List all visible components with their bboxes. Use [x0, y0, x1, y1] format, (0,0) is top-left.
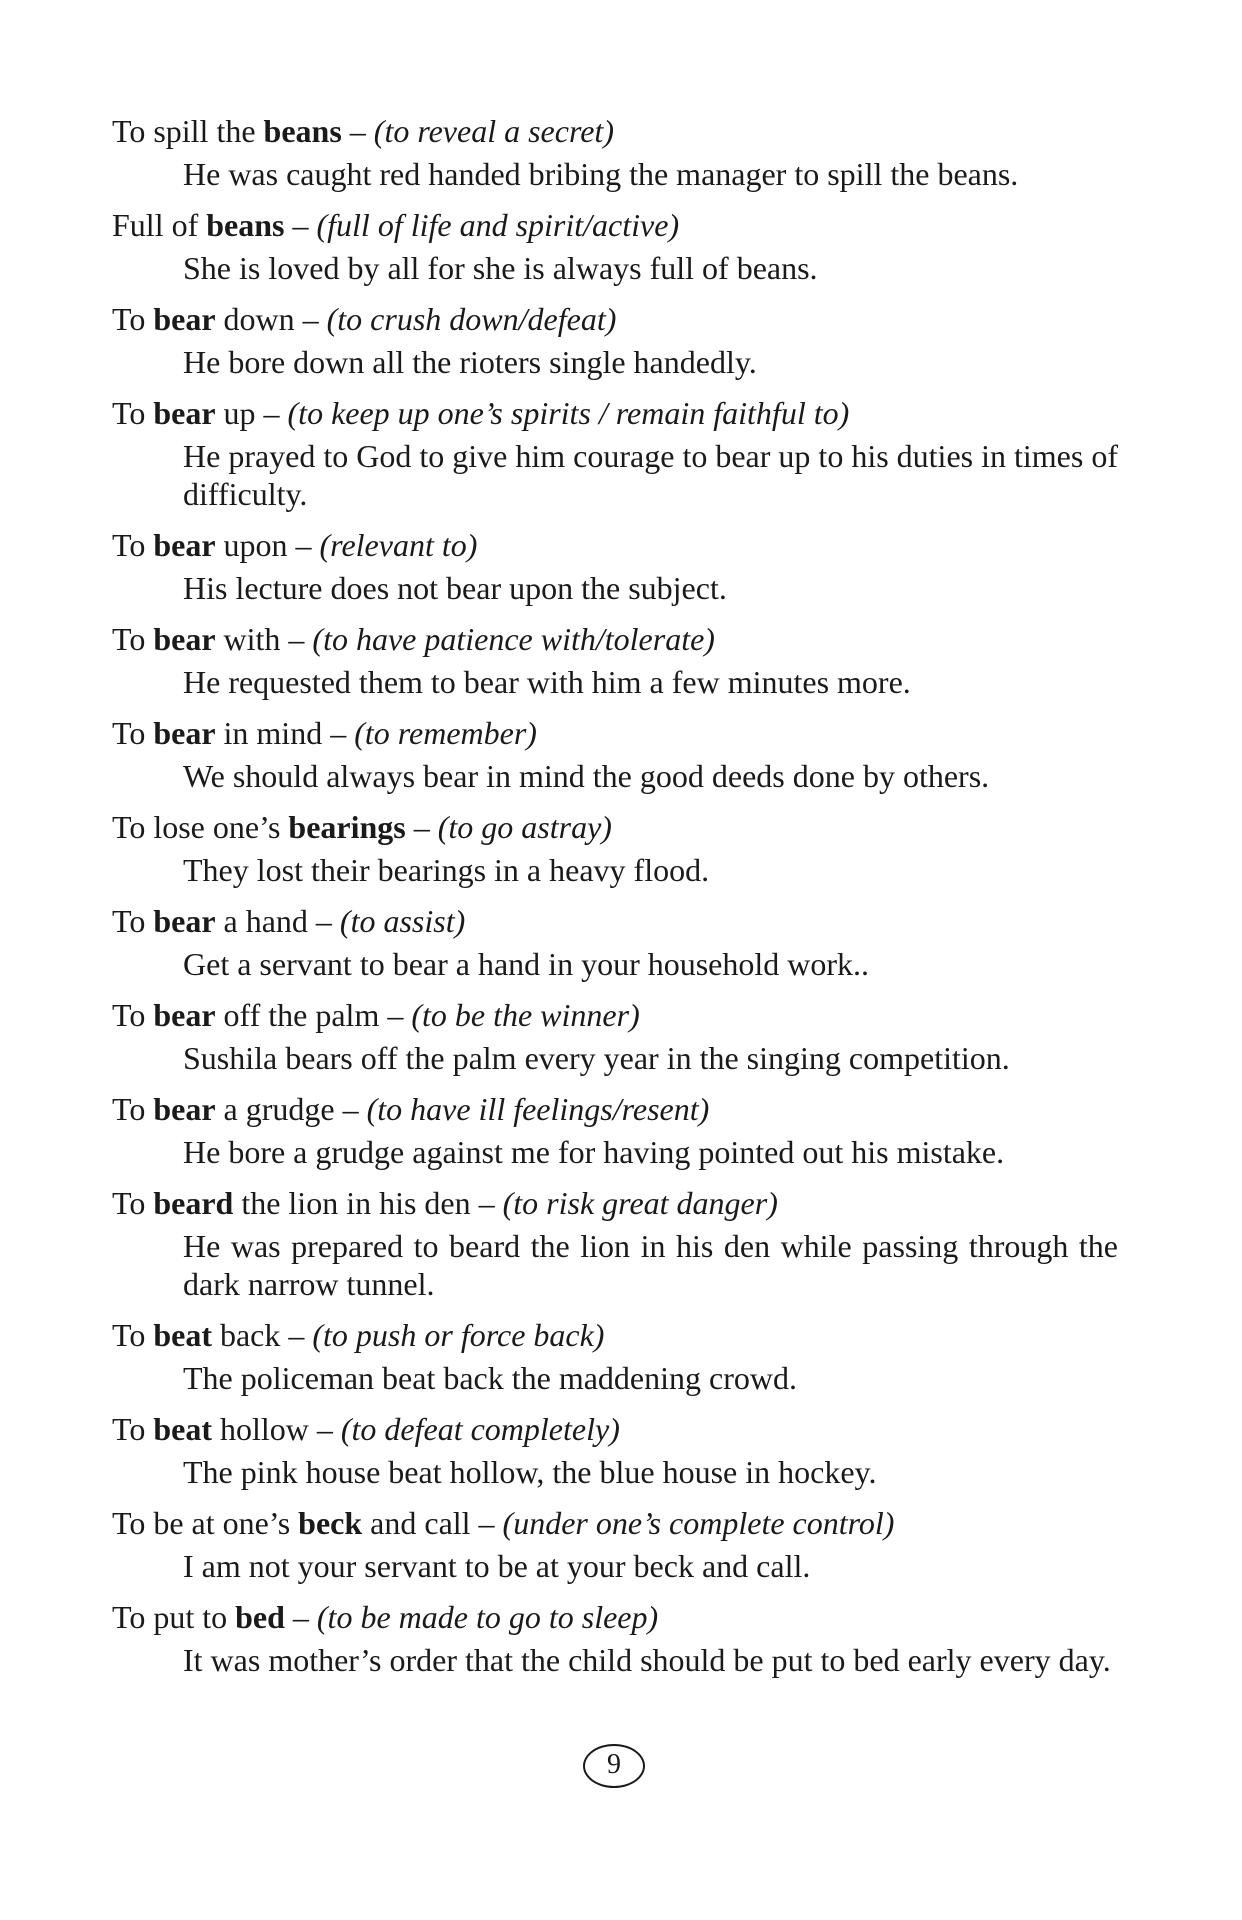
idiom-meaning: (under one’s complete control) [502, 1505, 895, 1541]
idiom-text-before: To [112, 1411, 154, 1447]
idiom-entry [112, 710, 1122, 795]
idiom-text-before: To [112, 301, 154, 337]
idiom-keyword: beard [153, 1185, 234, 1221]
idiom-text-after: up [215, 395, 256, 431]
idiom-keyword: bear [153, 395, 216, 431]
idiom-separator: – [280, 621, 313, 657]
idiom-heading [112, 522, 1122, 569]
idiom-list [112, 108, 1122, 1688]
idiom-heading [112, 1086, 1122, 1133]
idiom-heading [112, 390, 1122, 437]
idiom-entry [112, 1312, 1122, 1397]
idiom-text-before: Full of [112, 207, 207, 243]
idiom-text-after: and call [362, 1505, 471, 1541]
idiom-meaning: (to assist) [339, 903, 466, 939]
idiom-entry [112, 1180, 1122, 1303]
idiom-entry [112, 1406, 1122, 1491]
idiom-entry [112, 522, 1122, 607]
idiom-separator: – [341, 113, 374, 149]
idiom-meaning: (to defeat completely) [340, 1411, 620, 1447]
idiom-meaning: (to have patience with/tolerate) [312, 621, 715, 657]
idiom-keyword: beck [298, 1505, 363, 1541]
idiom-meaning: (relevant to) [319, 527, 478, 563]
idiom-keyword: beat [153, 1317, 212, 1353]
example-sentence: She is loved by all for she is always full of beans. [183, 250, 818, 286]
idiom-keyword: bearings [288, 809, 406, 845]
example-sentence: It was mother’s order that the child should be put to bed early every day. [183, 1642, 1111, 1678]
idiom-keyword: bear [153, 997, 216, 1033]
idiom-meaning: (to reveal a secret) [373, 113, 614, 149]
idiom-separator: – [379, 997, 412, 1033]
idiom-entry [112, 390, 1122, 513]
example-sentence: I am not your servant to be at your beck and call. [183, 1548, 811, 1584]
idiom-meaning: (to risk great danger) [502, 1185, 778, 1221]
idiom-text-before: To [112, 1317, 154, 1353]
idiom-meaning: (to have ill feelings/resent) [366, 1091, 710, 1127]
example-sentence: He requested them to bear with him a few minutes more. [183, 664, 911, 700]
idiom-separator: – [308, 1411, 341, 1447]
idiom-text-before: To spill the [112, 113, 264, 149]
example-sentence: The pink house beat hollow, the blue house in hockey. [183, 1454, 877, 1490]
idiom-entry [112, 202, 1122, 287]
idiom-entry [112, 898, 1122, 983]
idiom-entry [112, 1500, 1122, 1585]
idiom-meaning: (to keep up one’s spirits / remain faithful to) [287, 395, 850, 431]
example-sentence: They lost their bearings in a heavy flood. [183, 852, 710, 888]
idiom-separator: – [470, 1505, 503, 1541]
idiom-text-before: To put to [112, 1599, 236, 1635]
idiom-heading [112, 804, 1122, 851]
idiom-keyword: beans [263, 113, 342, 149]
example-sentence: Sushila bears off the palm every year in the singing competition. [183, 1040, 1010, 1076]
idiom-text-before: To [112, 395, 154, 431]
idiom-text-before: To [112, 715, 154, 751]
idiom-text-after: a hand [215, 903, 308, 939]
idiom-separator: – [307, 903, 340, 939]
idiom-separator: – [280, 1317, 313, 1353]
idiom-text-after: with [215, 621, 281, 657]
idiom-text-after: down [215, 301, 295, 337]
idiom-keyword: bear [153, 1091, 216, 1127]
idiom-separator: – [294, 301, 327, 337]
idiom-entry [112, 616, 1122, 701]
idiom-separator: – [470, 1185, 503, 1221]
idiom-meaning: (to be the winner) [411, 997, 640, 1033]
idiom-heading [112, 1312, 1122, 1359]
idiom-meaning: (to be made to go to sleep) [316, 1599, 659, 1635]
idiom-entry [112, 1594, 1122, 1679]
idiom-keyword: bed [235, 1599, 285, 1635]
idiom-text-before: To [112, 997, 154, 1033]
idiom-text-before: To lose one’s [112, 809, 289, 845]
idiom-keyword: bear [153, 903, 216, 939]
idiom-separator: – [322, 715, 355, 751]
idiom-meaning: (to push or force back) [312, 1317, 605, 1353]
example-sentence: His lecture does not bear upon the subject. [183, 570, 727, 606]
idiom-text-before: To [112, 1185, 154, 1221]
idiom-heading [112, 616, 1122, 663]
example-sentence: He bore a grudge against me for having pointed out his mistake. [183, 1134, 1005, 1170]
example-sentence: We should always bear in mind the good deeds done by others. [183, 758, 990, 794]
idiom-text-after: the lion in his den [233, 1185, 471, 1221]
idiom-text-after: upon [215, 527, 288, 563]
idiom-keyword: bear [153, 527, 216, 563]
idiom-entry [112, 804, 1122, 889]
idiom-entry [112, 992, 1122, 1077]
idiom-meaning: (to go astray) [437, 809, 612, 845]
idiom-heading [112, 202, 1122, 249]
example-sentence: He prayed to God to give him courage to bear up to his duties in times of difficulty. [183, 438, 1118, 512]
idiom-heading [112, 898, 1122, 945]
idiom-text-after: back [211, 1317, 281, 1353]
idiom-text-before: To [112, 903, 154, 939]
idiom-separator: – [284, 207, 317, 243]
idiom-text-after: in mind [215, 715, 323, 751]
idiom-heading [112, 1406, 1122, 1453]
idiom-heading [112, 296, 1122, 343]
idiom-text-after: hollow [211, 1411, 309, 1447]
idiom-separator: – [334, 1091, 367, 1127]
idiom-separator: – [255, 395, 288, 431]
idiom-text-after: off the palm [215, 997, 380, 1033]
idiom-keyword: bear [153, 715, 216, 751]
idiom-heading [112, 1180, 1122, 1227]
example-sentence: He was caught red handed bribing the manager to spill the beans. [183, 156, 1019, 192]
idiom-keyword: beat [153, 1411, 212, 1447]
idiom-heading [112, 1500, 1122, 1547]
idiom-entry [112, 1086, 1122, 1171]
idiom-text-before: To [112, 621, 154, 657]
idiom-entry [112, 108, 1122, 193]
idiom-heading [112, 710, 1122, 757]
idiom-heading [112, 992, 1122, 1039]
page-number: 9 [583, 1744, 645, 1788]
idiom-text-before: To [112, 1091, 154, 1127]
example-sentence: The policeman beat back the maddening crowd. [183, 1360, 797, 1396]
idiom-meaning: (full of life and spirit/active) [316, 207, 680, 243]
idiom-keyword: bear [153, 621, 216, 657]
idiom-entry [112, 296, 1122, 381]
idiom-meaning: (to crush down/defeat) [326, 301, 617, 337]
example-sentence: He bore down all the rioters single handedly. [183, 344, 757, 380]
idiom-heading [112, 108, 1122, 155]
idiom-text-after: a grudge [215, 1091, 335, 1127]
idiom-keyword: beans [206, 207, 285, 243]
idiom-separator: – [405, 809, 438, 845]
idiom-text-before: To be at one’s [112, 1505, 299, 1541]
example-sentence: Get a servant to bear a hand in your household work.. [183, 946, 870, 982]
idiom-text-before: To [112, 527, 154, 563]
idiom-keyword: bear [153, 301, 216, 337]
example-sentence: He was prepared to beard the lion in his den while passing through the dark narrow tunnel. [183, 1228, 1118, 1302]
idiom-meaning: (to remember) [354, 715, 537, 751]
idiom-separator: – [287, 527, 320, 563]
idiom-separator: – [284, 1599, 317, 1635]
idiom-heading [112, 1594, 1122, 1641]
